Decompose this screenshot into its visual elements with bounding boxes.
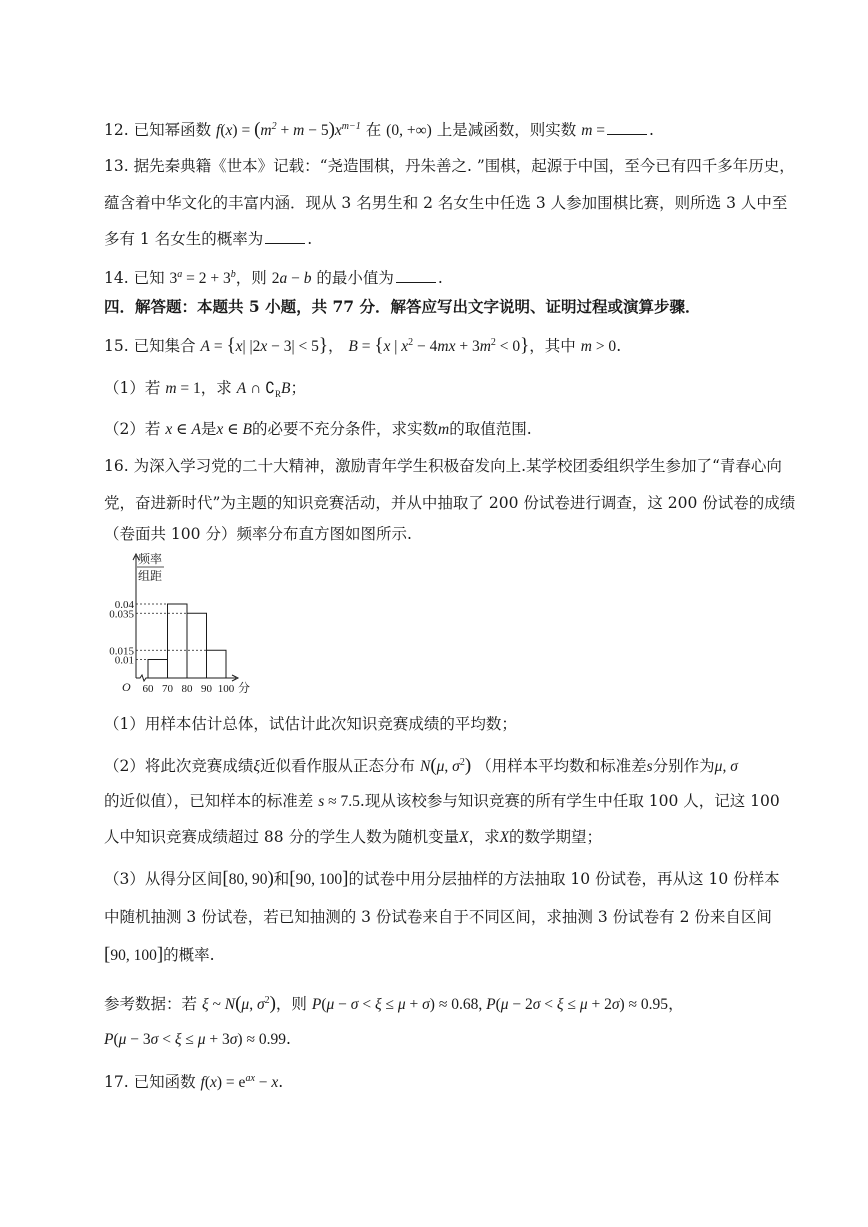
question-14 [104, 264, 443, 290]
q16-line-2: 党，奋进新时代”为主题的知识竞赛活动，并从中抽取了 200 份试卷进行调查，这 200 份试卷的成绩 [104, 494, 796, 512]
x-tick-label: 80 [181, 683, 193, 695]
xi-symbol: ξ [253, 758, 261, 776]
q16-part-3-line-1 [104, 868, 780, 891]
q16-text: 人中知识竞赛成绩超过 88 分的学生人数为随机变量 [104, 828, 460, 846]
y-label-denominator: 组距 [138, 569, 163, 583]
normal-distribution: N(μ, $\sigma^2$) [419, 755, 472, 777]
q14-text-3: 的最小值为 [316, 269, 394, 288]
q15-expression: A ∩ $∁_RB$ [236, 380, 291, 400]
y-tick-label: 0.015 [109, 645, 134, 658]
q16-part-1: （1）用样本估计总体，试估计此次知识竞赛成绩的平均数； [104, 715, 517, 733]
x-tick-label: 100 [217, 683, 235, 695]
q15-set-b: B = {x | $x^2 - 4mx + 3m^2 < 0$} [348, 335, 530, 357]
q15-semicolon: ； [290, 379, 306, 397]
q12-text-2: 在 [365, 121, 382, 140]
x-tick-label: 60 [142, 683, 154, 695]
q13-period: . [307, 230, 313, 248]
q13-line-1: 13. 据先秦典籍《世本》记载：“尧造围棋，丹朱善之. ”围棋，起源于中国，至今已有四千多年历史， [104, 157, 795, 175]
q12-m-equals: m = [581, 122, 606, 140]
interval-80-90: [80, 90) [222, 868, 274, 889]
q12-text-3: 上是减函数，则实数 [436, 121, 577, 140]
q17-function-formula: $f(x) = e^{ax} - x$ [200, 1073, 279, 1092]
q14-text: 14. 已知 [104, 269, 165, 288]
mu-sigma-symbols: μ, σ [714, 758, 738, 776]
section-heading: 四．解答题：本题共 5 小题，共 77 分．解答应写出文字说明、证明过程或演算步骤． [104, 297, 701, 316]
q12-number: 12. [104, 121, 129, 140]
part-label: （2）若 [104, 420, 161, 438]
x-variable: X [459, 829, 469, 846]
q13-line-3 [104, 228, 312, 250]
part-label: （3）从得分区间 [104, 870, 223, 888]
q16-text: 的概率. [163, 946, 215, 964]
q16-text-2: .现从该校参与知识竞赛的所有学生中任取 100 人，记这 100 [359, 792, 780, 810]
histogram-bar [168, 604, 188, 678]
x-tick-label: 70 [162, 683, 173, 695]
q16-text: 和 [273, 870, 290, 888]
q12-text: 已知幂函数 [133, 121, 212, 140]
q15-text: ，求 [200, 379, 232, 397]
part-label: （2）将此次竞赛成绩 [104, 757, 254, 776]
q14-text-2: ，则 [235, 269, 267, 288]
q15-x-in-b: x ∈ B [216, 421, 253, 438]
interval-90-100: [90, 100] [104, 944, 164, 965]
s-symbol: s [646, 758, 653, 776]
q15-text-2: ，其中 [529, 337, 576, 356]
q17-period: . [278, 1073, 284, 1092]
histogram-bar [207, 650, 227, 678]
question-12 [104, 116, 654, 142]
x-axis-label: 分 [238, 681, 251, 695]
y-tick-label: 0.01 [114, 654, 134, 667]
q15-part-1 [104, 377, 306, 405]
q12-interval: (0, +∞) [386, 122, 432, 140]
reference-probability-3sigma: P(μ − 3σ < ξ ≤ μ + 3σ) ≈ 0.99 [104, 1031, 286, 1048]
q16-line-3: （卷面共 100 分）频率分布直方图如图所示. [104, 525, 412, 543]
q15-part-2 [104, 418, 532, 441]
q15-text-2: 的必要不充分条件，求实数 [252, 420, 439, 438]
answer-blank [607, 119, 647, 135]
frequency-histogram [100, 550, 270, 698]
q15-m-symbol: m [438, 421, 450, 438]
reference-data-line-2: P(μ − 3σ < ξ ≤ μ + 3σ) ≈ 0.99. [104, 1030, 291, 1048]
q15-text-3: 的取值范围. [449, 420, 532, 438]
q15-condition: m > 0 [580, 338, 617, 356]
q16-text-3: 分别作为 [652, 757, 715, 776]
answer-blank [265, 228, 305, 244]
q17-text: 17. 已知函数 [104, 1073, 196, 1092]
reference-data-line-1 [104, 990, 684, 1016]
q16-part-2-line-2 [104, 790, 780, 813]
q16-part-2-line-3 [104, 826, 602, 849]
histogram-bar [187, 613, 207, 678]
q16-text: 的近似值），已知样本的标准差 [104, 792, 314, 810]
histogram-bar [148, 660, 168, 679]
y-label-numerator: 频率 [138, 552, 163, 566]
reference-comma: ， [668, 995, 684, 1014]
part-label: （1）若 [104, 379, 161, 397]
q16-line-1: 16. 为深入学习党的二十大精神，激励青年学生积极奋发向上.某学校团委组织学生参加了“青春心向 [104, 457, 782, 475]
origin-label: O [122, 680, 131, 694]
xi-distribution: ξ ~ N(μ, $\sigma^2$) [201, 993, 276, 1015]
reference-label: 参考数据：若 [104, 995, 198, 1014]
reference-text: ，则 [275, 995, 307, 1014]
q14-period: . [437, 269, 443, 288]
x-variable: X [499, 829, 510, 846]
q16-part-3-line-3 [104, 944, 215, 967]
q16-text-2: 的试卷中用分层抽样的方法抽取 10 份试卷，再从这 10 份样本 [348, 870, 780, 888]
q12-function-formula: $f(x) = (m^2 + m - 5)x^{m-1}$ [216, 119, 361, 141]
q15-m-value: m = 1 [165, 380, 201, 397]
q13-line-2: 蕴含着中华文化的丰富内涵．现从 3 名男生和 2 名女生中任选 3 人参加围棋比赛，则所选 3 人中至 [104, 194, 788, 212]
y-tick-label: 0.035 [109, 608, 134, 621]
q16-text-3: 的数学期望； [509, 828, 603, 846]
q16-text-2: （用样本平均数和标准差 [476, 757, 647, 776]
q14-equation: $3^a = 2 + 3^b$ [169, 269, 236, 288]
q15-text: 是 [200, 420, 217, 438]
q16-part-3-line-2: 中随机抽测 3 份试卷，若已知抽测的 3 份试卷来自于不同区间，求抽测 3 份试卷有 2 份来自区间 [104, 908, 772, 926]
x-tick-label: 90 [201, 683, 212, 695]
q16-text: 近似看作服从正态分布 [260, 757, 416, 776]
question-17 [104, 1068, 283, 1094]
q12-period: . [649, 121, 654, 140]
std-dev-value: s ≈ 7.5 [318, 793, 360, 810]
interval-90-100: [90, 100] [289, 868, 349, 889]
q13-text: 多有 1 名女生的概率为 [104, 230, 264, 248]
q15-x-in-a: x ∈ A [165, 421, 201, 438]
q16-text-2: ，求 [468, 828, 500, 846]
question-15: 15. 已知集合 A = {x| |2x − 3| < 5}， B = {x | $x^2 - 4mx + 3m^2 < 0$}，其中 m > 0. [104, 335, 622, 357]
q15-set-a: A = {x| |2x − 3| < 5} [200, 335, 328, 357]
q15-text: 15. 已知集合 [104, 337, 196, 356]
q14-expression: 2a − b [271, 270, 312, 288]
answer-blank [396, 267, 436, 283]
q16-part-2-line-1 [104, 752, 738, 778]
reference-probabilities: P(μ − σ < ξ ≤ μ + σ) ≈ 0.68, P(μ − 2σ < ξ ≤ μ + 2σ) ≈ 0.95 [311, 996, 669, 1014]
y-tick-label: 0.04 [114, 599, 134, 611]
